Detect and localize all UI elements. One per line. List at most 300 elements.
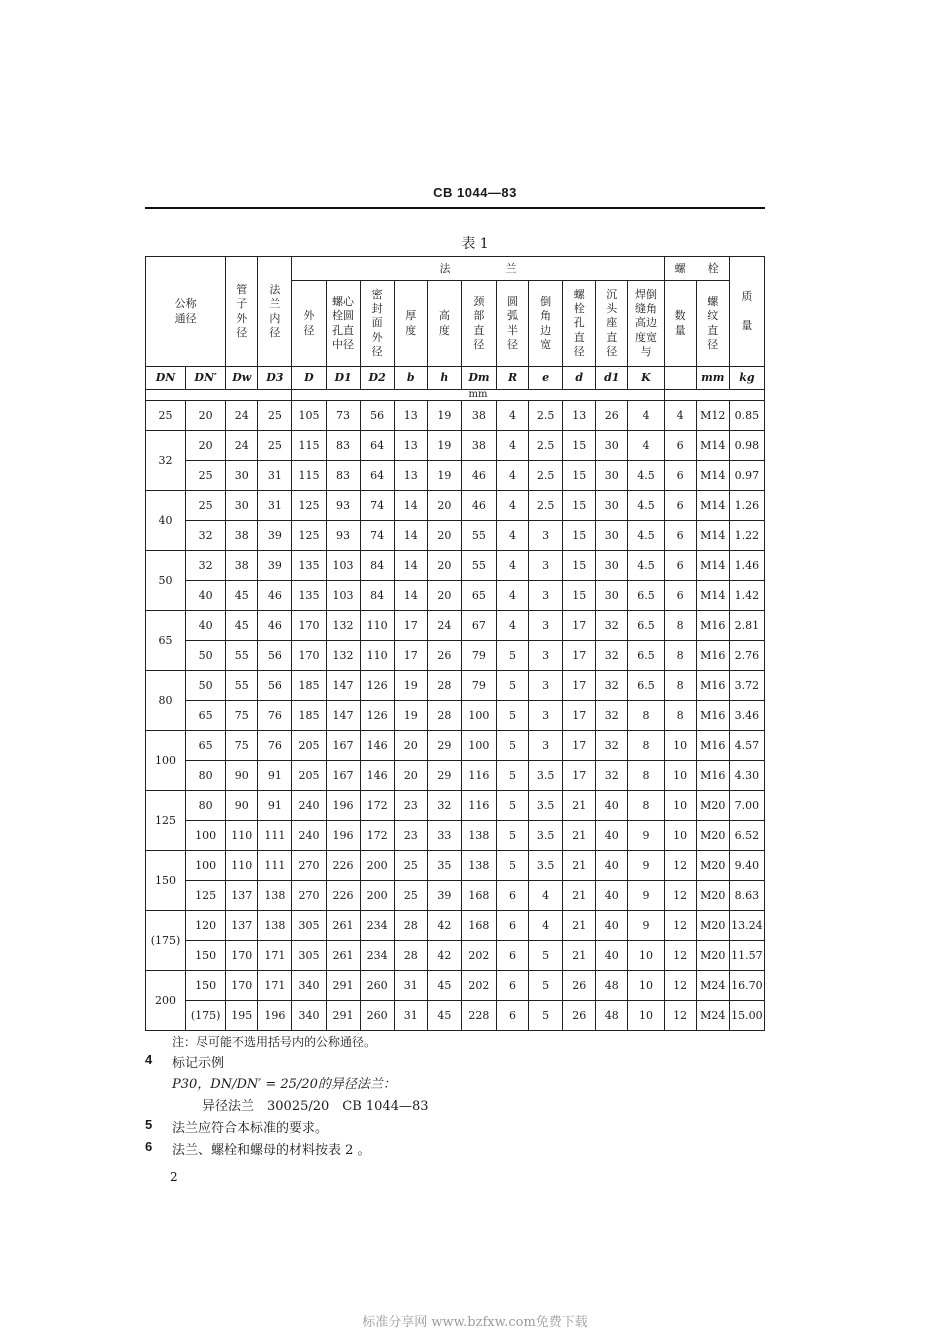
table-cell: 6 [664,581,696,611]
table-cell: 93 [326,521,360,551]
table-cell: 15 [563,521,596,551]
table-cell: 4 [529,911,563,941]
nominal-bore-cell: 200 [146,971,186,1031]
table-cell: 115 [292,461,326,491]
table-cell: 6 [496,881,528,911]
table-cell: 340 [292,1001,326,1031]
table-cell: M12 [696,401,729,431]
table-cell: 25 [186,491,226,521]
table-row [146,701,765,731]
header-radius: 圆 弧 半 径 [496,281,528,367]
table-cell: 79 [461,671,496,701]
table-cell: 10 [628,971,664,1001]
table-cell: 170 [292,611,326,641]
table-cell: 2.5 [529,401,563,431]
table-cell: 93 [326,491,360,521]
header-neck-diameter: 颈 部 直 径 [461,281,496,367]
table-cell: M14 [696,491,729,521]
table-row [146,401,765,431]
table-cell: 19 [394,701,427,731]
table-cell: 4 [496,581,528,611]
table-title: 表 1 [461,236,489,252]
table-cell: M20 [696,941,729,971]
table-cell: 4 [529,881,563,911]
table-cell: 74 [360,521,394,551]
table-cell: 1.42 [729,581,764,611]
table-cell: 146 [360,731,394,761]
table-cell: 4.30 [729,761,764,791]
table-cell: 12 [664,911,696,941]
table-cell: 40 [186,611,226,641]
table-cell: 84 [360,551,394,581]
table-cell: 40 [186,581,226,611]
table-cell: 26 [427,641,461,671]
table-cell: 0.97 [729,461,764,491]
table-cell: 46 [461,491,496,521]
table-row [146,821,765,851]
table-cell: 21 [563,941,596,971]
table-cell: 65 [186,731,226,761]
table-cell: 240 [292,791,326,821]
table-cell: M14 [696,521,729,551]
symbol-cell: D1 [326,367,360,390]
table-cell: 20 [427,551,461,581]
table-cell: 31 [394,1001,427,1031]
nominal-bore-cell: 80 [146,671,186,731]
table-cell: 32 [596,641,628,671]
table-cell: 137 [226,911,258,941]
table-cell: 6.5 [628,581,664,611]
table-cell: 205 [292,731,326,761]
table-cell: 137 [226,881,258,911]
table-row [146,941,765,971]
table-cell: 115 [292,431,326,461]
table-cell: 12 [664,1001,696,1031]
symbol-cell: d [563,367,596,390]
table-cell: M14 [696,581,729,611]
table-cell: 305 [292,941,326,971]
table-cell: 21 [563,911,596,941]
table-cell: 5 [496,851,528,881]
table-cell: 75 [226,731,258,761]
table-row [146,911,765,941]
table-cell: 79 [461,641,496,671]
table-cell: 17 [563,641,596,671]
table-cell: 8 [664,641,696,671]
header-rule [145,207,765,209]
table-cell: 195 [226,1001,258,1031]
nominal-bore-cell: 25 [146,401,186,431]
table-cell: 5 [496,731,528,761]
table-cell: 234 [360,911,394,941]
table-cell: 23 [394,791,427,821]
table-cell: 17 [563,761,596,791]
table-cell: 20 [427,491,461,521]
table-cell: 25 [258,431,292,461]
table-cell: 17 [563,671,596,701]
table-cell: 261 [326,941,360,971]
table-cell: 32 [596,611,628,641]
nominal-bore-cell: 40 [146,491,186,551]
nominal-bore-cell: 32 [146,431,186,491]
table-cell: 17 [394,641,427,671]
table-cell: M20 [696,881,729,911]
table-cell: 17 [563,611,596,641]
table-cell: 30 [596,431,628,461]
table-cell: 6 [664,521,696,551]
table-cell: 29 [427,761,461,791]
table-cell: 28 [427,701,461,731]
table-cell: 5 [529,1001,563,1031]
table-cell: 8 [628,791,664,821]
table-cell: 15 [563,551,596,581]
table-cell: 31 [258,491,292,521]
table-cell: 4.5 [628,461,664,491]
table-cell: 261 [326,911,360,941]
table-cell: 9.40 [729,851,764,881]
table-cell: 5 [496,761,528,791]
nominal-bore-cell: 50 [146,551,186,611]
table-cell: 6 [496,941,528,971]
header-weld-height: 焊倒 缝角 高边 度宽 与 [628,281,664,367]
table-cell: 240 [292,821,326,851]
table-cell: 172 [360,791,394,821]
table-cell: 14 [394,521,427,551]
symbol-cell: DN′ [186,367,226,390]
table-cell: 105 [292,401,326,431]
table-cell: 40 [596,911,628,941]
table-cell: 24 [226,431,258,461]
table-cell: 3.5 [529,851,563,881]
table-cell: 120 [186,911,226,941]
table-cell: 100 [461,731,496,761]
table-cell: 10 [628,941,664,971]
table-row [146,521,765,551]
table-cell: 147 [326,701,360,731]
table-cell: 125 [186,881,226,911]
unit-mm: mm [292,390,664,401]
table-cell: 84 [360,581,394,611]
table-cell: 10 [664,821,696,851]
table-row [146,431,765,461]
table-cell: 6.5 [628,611,664,641]
table-cell: 138 [258,881,292,911]
table-cell: 0.85 [729,401,764,431]
table-cell: 48 [596,971,628,1001]
page-number: 2 [170,1170,178,1184]
table-cell: 5 [529,941,563,971]
table-cell: 171 [258,971,292,1001]
table-cell: 150 [186,971,226,1001]
symbol-cell: kg [729,367,764,390]
table-cell: 196 [326,791,360,821]
table-cell: 167 [326,731,360,761]
table-cell: 138 [461,851,496,881]
table-cell: 64 [360,431,394,461]
header-counterbore: 沉 头 座 直 径 [596,281,628,367]
table-cell: 31 [258,461,292,491]
table-cell: 1.46 [729,551,764,581]
table-cell: 4 [496,521,528,551]
table-cell: 234 [360,941,394,971]
table-cell: 185 [292,701,326,731]
table-cell: 4.5 [628,551,664,581]
table-cell: 31 [394,971,427,1001]
table-cell: 146 [360,761,394,791]
table-cell: 10 [664,791,696,821]
table-cell: 21 [563,851,596,881]
symbol-cell: mm [696,367,729,390]
table-cell: 30 [596,521,628,551]
table-cell: 90 [226,791,258,821]
table-cell: 125 [292,491,326,521]
table-cell: 4 [628,431,664,461]
table-cell: 40 [596,941,628,971]
table-cell: 20 [394,761,427,791]
table-cell: 3 [529,641,563,671]
table-cell: 55 [226,671,258,701]
table-cell: 170 [226,941,258,971]
table-cell: 135 [292,551,326,581]
table-cell: 30 [226,461,258,491]
table-cell: 4 [496,401,528,431]
table-cell: 45 [427,1001,461,1031]
table-cell: 15 [563,431,596,461]
table-cell: 2.81 [729,611,764,641]
table-cell: 4 [628,401,664,431]
table-cell: 45 [226,611,258,641]
table-cell: 38 [226,551,258,581]
header-mass: 质 量 [729,257,764,367]
table-cell: 3 [529,581,563,611]
table-cell: 25 [394,881,427,911]
table-cell: 270 [292,881,326,911]
symbol-cell: Dm [461,367,496,390]
table-cell: 16.70 [729,971,764,1001]
table-cell: 110 [226,821,258,851]
table-cell: 6.5 [628,641,664,671]
symbol-cell: DN [146,367,186,390]
table-cell: 1.26 [729,491,764,521]
table-cell: 132 [326,611,360,641]
table-cell: 20 [427,581,461,611]
table-cell: 56 [258,671,292,701]
table-cell: 20 [186,401,226,431]
table-cell: 3 [529,701,563,731]
table-cell: 3.5 [529,821,563,851]
table-cell: 24 [427,611,461,641]
table-cell: 150 [186,941,226,971]
table-cell: 45 [427,971,461,1001]
table-cell: 9 [628,851,664,881]
header-seal-face: 密 封 面 外 径 [360,281,394,367]
table-cell: 21 [563,821,596,851]
table-cell: 8 [664,611,696,641]
table-cell: 42 [427,941,461,971]
table-cell: 196 [258,1001,292,1031]
table-cell: 73 [326,401,360,431]
header-thread: 螺 纹 直 径 [696,281,729,367]
table-row [146,971,765,1001]
table-cell: 13 [394,461,427,491]
table-cell: 8 [664,701,696,731]
table-cell: 6 [496,971,528,1001]
table-cell: 110 [360,611,394,641]
table-cell: M20 [696,821,729,851]
table-cell: 3.46 [729,701,764,731]
table-cell: 55 [226,641,258,671]
table-cell: M14 [696,431,729,461]
table-cell: 226 [326,851,360,881]
table-row [146,671,765,701]
header-nominal-bore: 公称 通径 [146,257,226,367]
table-cell: 91 [258,791,292,821]
table-cell: 135 [292,581,326,611]
table-row [146,611,765,641]
table-cell: 3 [529,671,563,701]
table-cell: 38 [461,401,496,431]
table-cell: 39 [427,881,461,911]
table-cell: M16 [696,701,729,731]
table-cell: 48 [596,1001,628,1031]
table-cell: 13 [394,401,427,431]
table-cell: 19 [427,431,461,461]
table-cell: 19 [427,461,461,491]
table-cell: 39 [258,551,292,581]
table-cell: 40 [596,851,628,881]
symbol-cell: K [628,367,664,390]
table-cell: 76 [258,731,292,761]
table-cell: 30 [596,491,628,521]
table-cell: 138 [461,821,496,851]
table-cell: 14 [394,551,427,581]
table-cell: 33 [427,821,461,851]
table-cell: 6 [664,551,696,581]
table-cell: 40 [596,881,628,911]
symbol-cell: h [427,367,461,390]
table-cell: 76 [258,701,292,731]
header-bolt-group: 螺 栓 [664,257,729,281]
table-cell: M16 [696,671,729,701]
table-cell: 12 [664,971,696,1001]
table-cell: 116 [461,791,496,821]
table-cell: 20 [186,431,226,461]
header-bolt-count: 数 量 [664,281,696,367]
table-cell: 3 [529,551,563,581]
table-cell: 56 [258,641,292,671]
table-row [146,641,765,671]
table-cell: 28 [394,941,427,971]
table-cell: 3 [529,521,563,551]
table-cell: 65 [461,581,496,611]
table-cell: 7.00 [729,791,764,821]
table-cell: 25 [258,401,292,431]
table-cell: M14 [696,551,729,581]
table-cell: M16 [696,761,729,791]
table-cell: 35 [427,851,461,881]
table-cell: 26 [563,971,596,1001]
table-cell: 5 [496,701,528,731]
table-cell: 20 [394,731,427,761]
table-cell: 2.5 [529,491,563,521]
table-cell: 6.52 [729,821,764,851]
header-thickness: 厚 度 [394,281,427,367]
table-cell: 8.63 [729,881,764,911]
header-height: 高 度 [427,281,461,367]
table-cell: 126 [360,701,394,731]
table-cell: 90 [226,761,258,791]
table-row [146,791,765,821]
table-cell: 168 [461,911,496,941]
table-cell: 30 [596,551,628,581]
table-cell: 15 [563,491,596,521]
table-cell: 38 [461,431,496,461]
table-cell: 226 [326,881,360,911]
table-cell: 6 [664,431,696,461]
table-cell: M24 [696,971,729,1001]
document-code: CB 1044—83 [433,185,517,200]
table-cell: 202 [461,971,496,1001]
table-cell: 3 [529,731,563,761]
table-cell: 4 [496,461,528,491]
table-row [146,851,765,881]
table-cell: 5 [496,641,528,671]
symbol-cell: D2 [360,367,394,390]
table-cell: 12 [664,881,696,911]
table-cell: 15.00 [729,1001,764,1031]
symbol-cell: D3 [258,367,292,390]
table-row [146,581,765,611]
table-cell: 147 [326,671,360,701]
table-cell: 12 [664,851,696,881]
table-cell: (175) [186,1001,226,1031]
table-cell: 46 [258,581,292,611]
table-cell: 5 [496,821,528,851]
table-cell: 12 [664,941,696,971]
header-flange-group: 法 兰 [292,257,664,281]
table-cell: 260 [360,971,394,1001]
header-bolt-circle: 螺心 栓圆 孔直 中径 [326,281,360,367]
table-cell: M24 [696,1001,729,1031]
table-cell: 5 [496,791,528,821]
table-cell: 200 [360,851,394,881]
table-cell: 14 [394,581,427,611]
table-cell: 17 [563,701,596,731]
symbol-row [146,367,765,390]
table-cell: 340 [292,971,326,1001]
table-cell: 80 [186,791,226,821]
table-cell: 4 [664,401,696,431]
table-cell: 91 [258,761,292,791]
table-cell: 8 [628,701,664,731]
table-cell: 260 [360,1001,394,1031]
table-cell: 4 [496,551,528,581]
table-cell: 32 [596,731,628,761]
table-cell: 270 [292,851,326,881]
table-cell: 4 [496,611,528,641]
table-cell: 74 [360,491,394,521]
table-cell: 13 [394,431,427,461]
symbol-cell: Dw [226,367,258,390]
table-cell: 3 [529,611,563,641]
table-cell: 6 [496,1001,528,1031]
table-cell: 6 [496,911,528,941]
table-cell: 5 [529,971,563,1001]
table-cell: 65 [186,701,226,731]
table-cell: 4 [496,491,528,521]
table-cell: 10 [628,1001,664,1031]
table-cell: 21 [563,881,596,911]
